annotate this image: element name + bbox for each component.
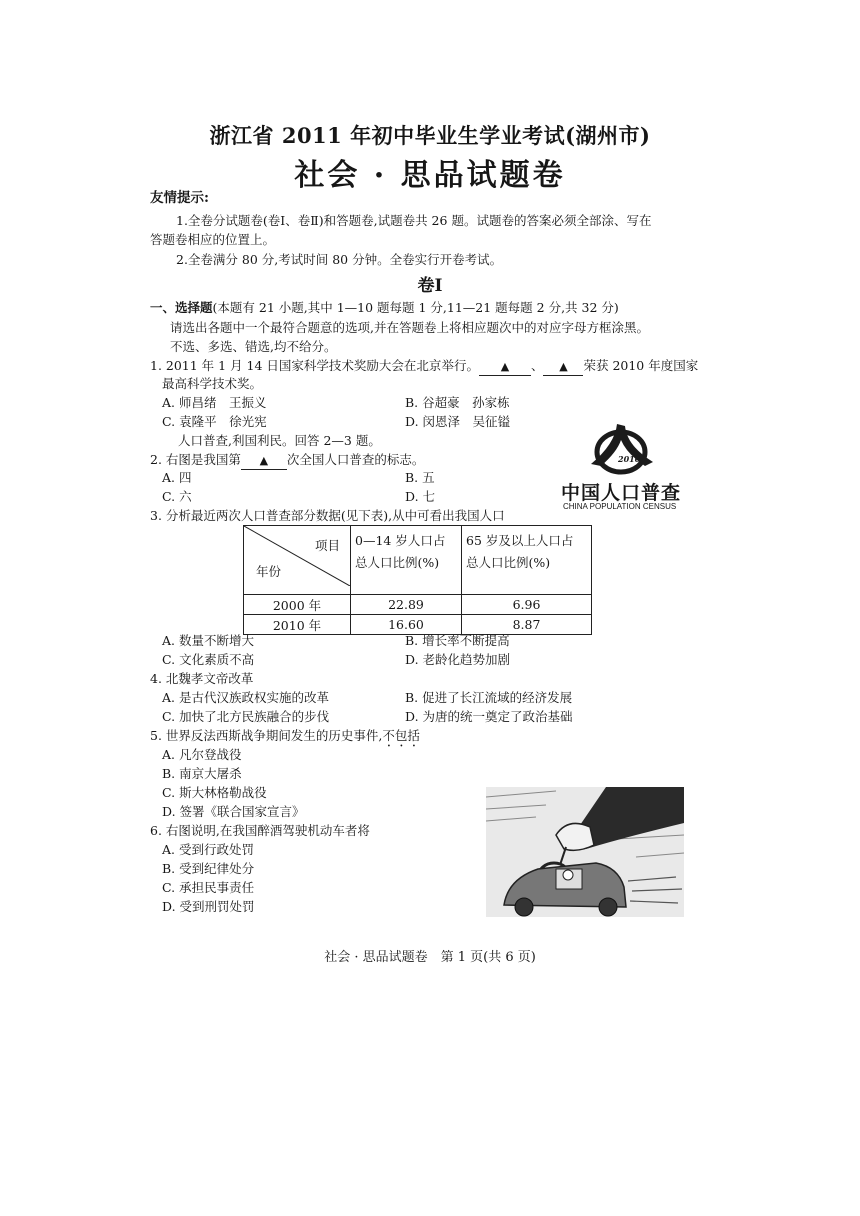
blank-triangle-icon: ▲ <box>500 360 510 373</box>
q2-stem-b: 次全国人口普查的标志。 <box>286 452 425 467</box>
q6-stem: 6. 右图说明,在我国醉酒驾驶机动车者将 <box>150 823 370 838</box>
q5-option-b: B. 南京大屠杀 <box>162 766 242 781</box>
census-logo-year: 2010 <box>618 454 641 464</box>
notice-line1b: 答题卷相应的位置上。 <box>150 232 276 247</box>
census-logo-name-cn: 中国人口普查 <box>561 482 682 504</box>
q2-stem-a: 2. 右图是我国第 <box>150 452 241 467</box>
section-instruction-2: 不选、多选、错选,均不给分。 <box>170 339 337 354</box>
exam-title: 浙江省 2011 年初中毕业生学业考试(湖州市) <box>209 123 651 148</box>
q1-option-a: A. 师昌绪 王振义 <box>162 395 267 410</box>
table-header-col1-line2: 总人口比例(%) <box>355 555 440 570</box>
table-cell-year: 2010 年 <box>244 615 351 635</box>
q1-stem-a: 1. 2011 年 1 月 14 日国家科学技术奖励大会在北京举行。 <box>150 358 479 373</box>
q2-option-c: C. 六 <box>162 489 192 504</box>
q6-option-a: A. 受到行政处罚 <box>162 842 254 857</box>
q2-option-a: A. 四 <box>162 470 192 485</box>
census-logo-emblem-icon <box>555 420 685 478</box>
q3-option-d: D. 老龄化趋势加剧 <box>405 652 511 667</box>
table-header-col2 <box>462 526 592 595</box>
table-cell-year: 2000 年 <box>244 595 351 615</box>
q3-option-a: A. 数量不断增大 <box>162 633 254 648</box>
q5-option-d: D. 签署《联合国家宣言》 <box>162 804 305 819</box>
table-header-row <box>244 526 592 595</box>
q5-option-c: C. 斯大林格勒战役 <box>162 785 267 800</box>
blank-triangle-icon: ▲ <box>259 454 269 467</box>
q1-option-b: B. 谷超豪 孙家栋 <box>405 395 510 410</box>
table-row <box>244 595 592 615</box>
q2-blank <box>241 452 287 470</box>
census-logo-name-en: CHINA POPULATION CENSUS <box>563 502 677 511</box>
q2-option-b: B. 五 <box>405 470 435 485</box>
q2-stem <box>150 450 424 470</box>
table-corner-cell <box>244 526 351 595</box>
q5-option-a: A. 凡尔登战役 <box>162 747 242 762</box>
table-cell-value: 16.60 <box>351 615 462 635</box>
q4-stem: 4. 北魏孝文帝改革 <box>150 671 254 686</box>
q3-option-c: C. 文化素质不高 <box>162 652 255 667</box>
q6-option-b: B. 受到纪律处分 <box>162 861 255 876</box>
table-header-col1-line1: 0—14 岁人口占 <box>355 533 446 548</box>
q1-option-d: D. 闵恩泽 吴征镒 <box>405 414 511 429</box>
table-header-col1 <box>351 526 462 595</box>
q4-option-c: C. 加快了北方民族融合的步伐 <box>162 709 330 724</box>
exam-subtitle: 社会 · 思品试题卷 <box>294 158 566 193</box>
q5-stem-emphasis: 不包括 <box>382 728 420 743</box>
page-footer: 社会 · 思品试题卷 第 1 页(共 6 页) <box>324 950 536 965</box>
q5-stem-a: 5. 世界反法西斯战争期间发生的历史事件, <box>150 728 383 743</box>
notice-line2: 2.全卷满分 80 分,考试时间 80 分钟。全卷实行开卷考试。 <box>176 252 503 267</box>
q6-option-d: D. 受到刑罚处罚 <box>162 899 255 914</box>
q4-option-b: B. 促进了长江流域的经济发展 <box>405 690 573 705</box>
census-data-table <box>243 525 592 635</box>
table-header-col2-line1: 65 岁及以上人口占 <box>466 533 574 548</box>
census-logo <box>555 420 685 516</box>
table-cell-value: 8.87 <box>462 615 592 635</box>
q1-blank-2 <box>543 358 583 376</box>
section-heading-rest: (本题有 21 小题,其中 1—10 题每题 1 分,11—21 题每题 2 分,共 32 分) <box>212 300 619 315</box>
table-corner-year: 年份 <box>256 564 282 579</box>
q6-option-c: C. 承担民事责任 <box>162 880 255 895</box>
blank-triangle-icon: ▲ <box>559 360 568 373</box>
q1-blank-1 <box>479 358 531 376</box>
section-heading-label: 一、选择题 <box>150 300 213 315</box>
q4-option-a: A. 是古代汉族政权实施的改革 <box>162 690 329 705</box>
table-header-col2-line2: 总人口比例(%) <box>466 555 551 570</box>
q1-stem-c: 最高科学技术奖。 <box>162 376 263 391</box>
q1-stem-b: 荣获 2010 年度国家 <box>583 358 699 373</box>
notice-line1a: 1.全卷分试题卷(卷Ⅰ、卷Ⅱ)和答题卷,试题卷共 26 题。试题卷的答案必须全部涂、写在 <box>176 213 652 228</box>
q3-option-b: B. 增长率不断提高 <box>405 633 510 648</box>
q1-stem-sep: 、 <box>530 358 544 373</box>
drunk-driving-cartoon <box>486 787 684 917</box>
section-instruction-1: 请选出各题中一个最符合题意的选项,并在答题卷上将相应题次中的对应字母方框涂黑。 <box>170 320 649 335</box>
q1-stem <box>150 356 698 376</box>
table-cell-value: 22.89 <box>351 595 462 615</box>
table-cell-value: 6.96 <box>462 595 592 615</box>
section-heading <box>150 298 619 317</box>
q4-option-d: D. 为唐的统一奠定了政治基础 <box>405 709 573 724</box>
q1-option-c: C. 袁隆平 徐光宪 <box>162 414 267 429</box>
notice-heading: 友情提示: <box>150 190 209 206</box>
q2-option-d: D. 七 <box>405 489 436 504</box>
section-title: 卷Ⅰ <box>417 276 443 296</box>
q2-intro: 人口普查,利国利民。回答 2—3 题。 <box>178 433 381 448</box>
q3-stem: 3. 分析最近两次人口普查部分数据(见下表),从中可看出我国人口 <box>150 508 505 523</box>
table-corner-item: 项目 <box>314 538 340 553</box>
